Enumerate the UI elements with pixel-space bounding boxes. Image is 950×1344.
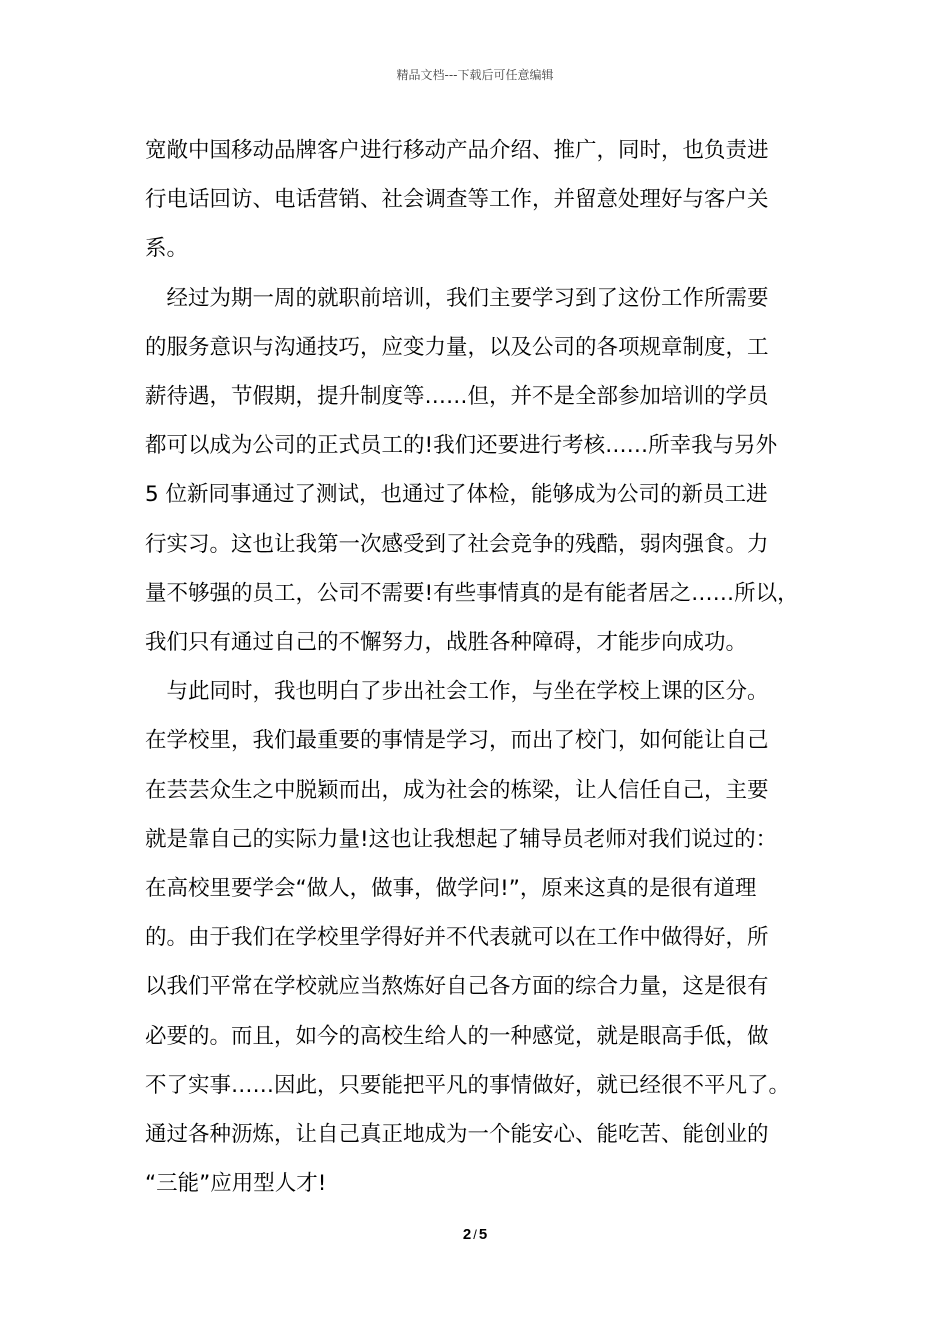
text-line: 行电话回访、电话营销、社会调查等工作，并留意处理好与客户关 — [145, 187, 769, 213]
page-header: 精品文档---下载后可任意编辑 — [396, 68, 554, 82]
body-text — [145, 126, 815, 1208]
text-line: 宽敞中国移动品牌客户进行移动产品介绍、推广，同时，也负责进 — [145, 138, 769, 163]
text-line: 在学校里，我们最重要的事情是学习，而出了校门，如何能让自己 — [145, 728, 769, 754]
text-line: 以我们平常在学校就应当熬炼好自己各方面的综合力量，这是很有 — [145, 974, 769, 1000]
text-line: 5 位新同事通过了测试，也通过了体检，能够成为公司的新员工进 — [145, 482, 768, 508]
text-line: 薪待遇，节假期，提升制度等……但，并不是全部参加培训的学员 — [145, 384, 769, 410]
text-line: 与此同时，我也明白了步出社会工作，与坐在学校上课的区分。 — [145, 679, 769, 705]
page-separator: / — [473, 1227, 477, 1242]
text-line: 的服务意识与沟通技巧，应变力量，以及公司的各项规章制度，工 — [145, 334, 769, 360]
page-current: 2 — [462, 1226, 472, 1243]
text-line: 的。由于我们在学校里学得好并不代表就可以在工作中做得好，所 — [145, 925, 769, 951]
text-line: 系。 — [145, 236, 189, 262]
page-number — [0, 1226, 950, 1243]
text-line: 经过为期一周的就职前培训，我们主要学习到了这份工作所需要 — [145, 285, 769, 311]
text-line: 行实习。这也让我第一次感受到了社会竞争的残酷，弱肉强食。力 — [145, 531, 769, 557]
text-line: 我们只有通过自己的不懈努力，战胜各种障碍，才能步向成功。 — [145, 630, 748, 656]
text-line: 不了实事……因此，只要能把平凡的事情做好，就已经很不平凡了。 — [145, 1072, 791, 1098]
text-line: 通过各种沥炼，让自己真正地成为一个能安心、能吃苦、能创业的 — [145, 1122, 769, 1148]
text-line: 都可以成为公司的正式员工的!我们还要进行考核……所幸我与另外 — [145, 433, 778, 459]
page-total: 5 — [478, 1226, 488, 1243]
text-line: “三能”应用型人才! — [145, 1171, 327, 1197]
text-line: 必要的。而且，如今的高校生给人的一种感觉，就是眼高手低，做 — [145, 1023, 769, 1049]
text-line: 就是靠自己的实际力量!这也让我想起了辅导员老师对我们说过的： — [145, 826, 778, 852]
text-line: 在芸芸众生之中脱颖而出，成为社会的栋梁，让人信任自己，主要 — [145, 777, 769, 803]
text-line: 在高校里要学会“做人，做事，做学问!”，原来这真的是很有道理 — [145, 876, 757, 902]
text-line: 量不够强的员工，公司不需要!有些事情真的是有能者居之……所以， — [145, 580, 799, 606]
